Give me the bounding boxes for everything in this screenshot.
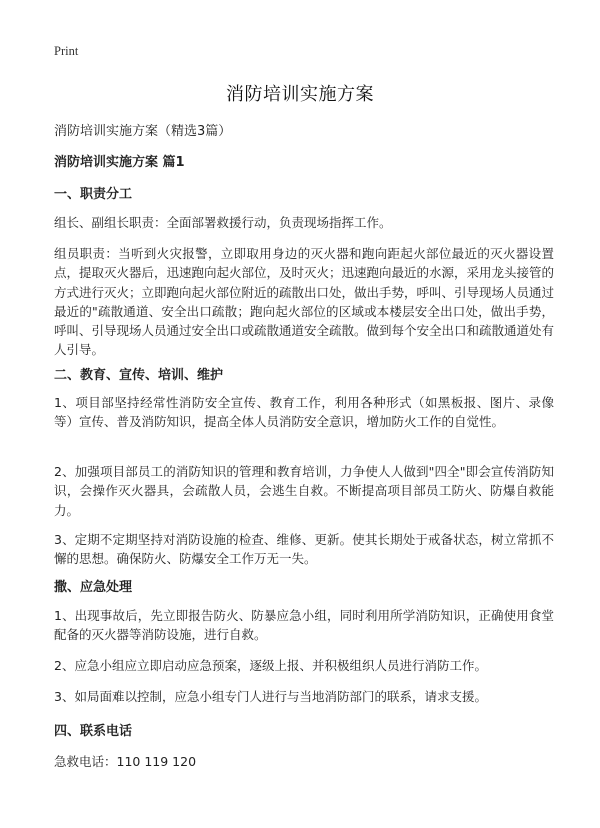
emergency-phone: 急救电话：110 119 120 bbox=[54, 754, 197, 769]
paragraph: 组长、副组长职责：全面部署救援行动，负责现场指挥工作。 bbox=[54, 215, 392, 230]
section-heading-duties: 一、职责分工 bbox=[54, 187, 133, 202]
paragraph: 1、出现事故后，先立即报告防火、防暴应急小组，同时利用所学消防知识，正确使用食堂配备的灭火器等消防设施，进行自救。 bbox=[54, 608, 554, 643]
section-heading-emergency: 撒、应急处理 bbox=[54, 580, 133, 595]
section-heading-contact: 四、联系电话 bbox=[54, 724, 133, 739]
document-title: 消防培训实施方案 bbox=[226, 84, 374, 105]
paragraph: 3、定期不定期坚持对消防设施的检查、维修、更新。使其长期处于戒备状态，树立常抓不懈的思想。确保防火、防爆安全工作万无一失。 bbox=[54, 532, 554, 567]
paragraph: 1、项目部坚持经常性消防安全宣传、教育工作，利用各种形式（如黑板报、图片、录像等）宣传、普及消防知识，提高全体人员消防安全意识，增加防火工作的自觉性。 bbox=[54, 395, 554, 430]
paragraph: 2、加强项目部员工的消防知识的管理和教育培训，力争使人人做到"四全"即会宣传消防知识，会操作灭火器具，会疏散人员，会逃生自救。不断提高项目部员工防火、防爆自救能力。 bbox=[54, 464, 554, 518]
paragraph: 3、如局面难以控制，应急小组专门人进行与当地消防部门的联系，请求支援。 bbox=[54, 689, 487, 704]
print-label[interactable]: Print bbox=[54, 44, 79, 58]
paragraph: 组员职责：当听到火灾报警，立即取用身边的灭火器和跑向距起火部位最近的灭火器设置点，提取灭火器后，迅速跑向起火部位，及时灭火；迅速跑向最近的水源，采用龙头接管的方式进行灭火；立即跑向起火部位附近的疏散出口处，做出手势，呼叫、引导现场人员通过最近的"疏散通道、安全出口疏散；跑向起火部位的区域或本楼层安全出口处，做出手势，呼叫、引导现场人员通过安全出口或疏散通道安全疏散。做到每个安全出口和疏散通道处有人引导。 bbox=[54, 246, 555, 358]
article-title: 消防培训实施方案 篇1 bbox=[54, 155, 185, 170]
section-heading-education: 二、教育、宣传、培训、维护 bbox=[54, 368, 224, 383]
document-subtitle: 消防培训实施方案（精选3篇） bbox=[54, 124, 232, 139]
paragraph: 2、应急小组应立即启动应急预案，逐级上报、并积极组织人员进行消防工作。 bbox=[54, 658, 487, 673]
